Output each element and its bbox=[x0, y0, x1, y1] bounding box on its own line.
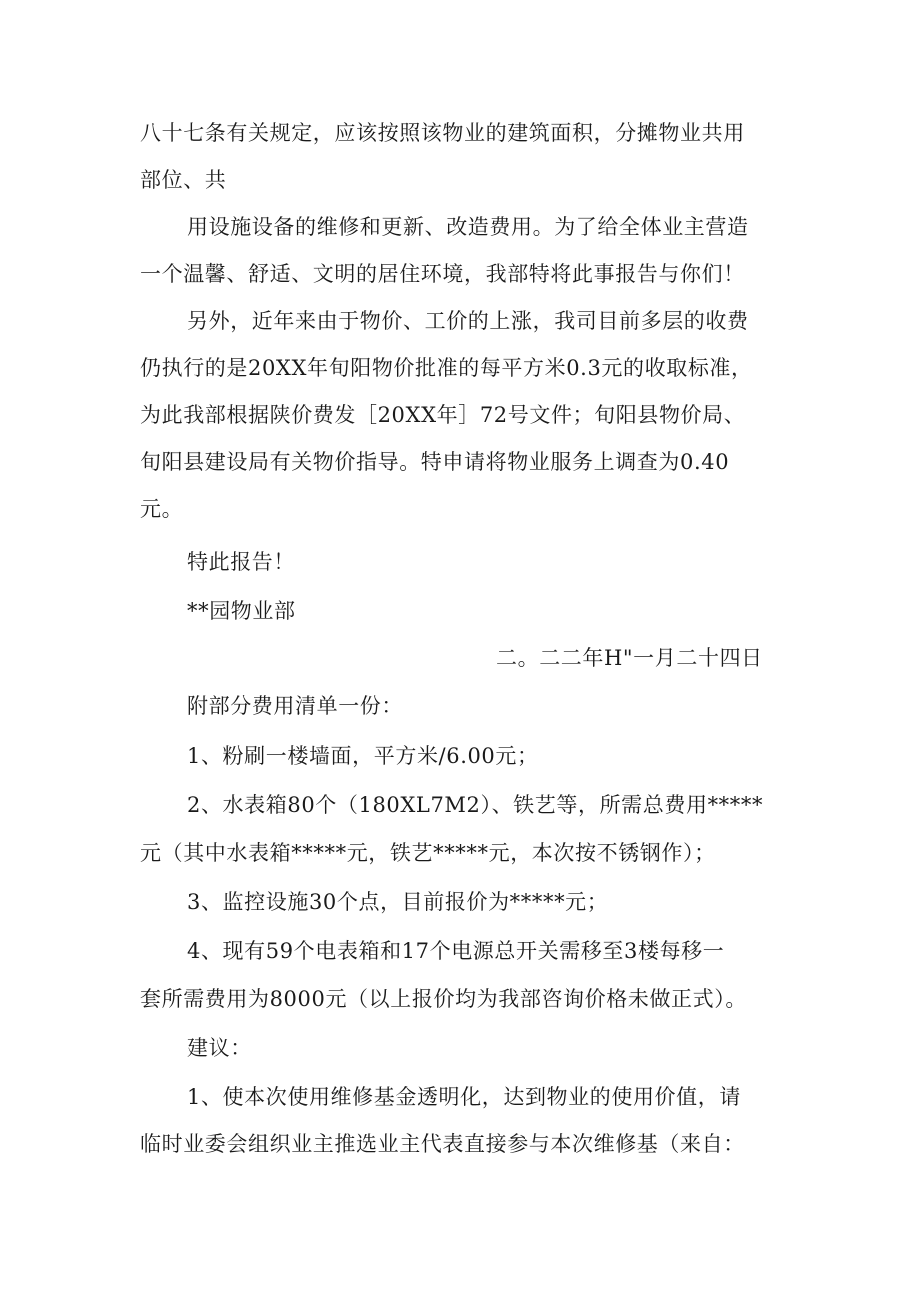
paragraph-line-3: 用设施设备的维修和更新、改造费用。为了给全体业主营造 bbox=[187, 215, 749, 239]
list-item-4-line-1: 4、现有59个电表箱和17个电源总开关需移至3楼每移一 bbox=[187, 939, 725, 963]
list-item-1: 1、粉刷一楼墙面，平方米/6.00元； bbox=[187, 744, 539, 768]
list-item-2-line-1: 2、水表箱80个（180XL7M2）、铁艺等，所需总费用***** bbox=[187, 793, 764, 817]
date-line: 二。二二年H"一月二十四日 bbox=[496, 646, 763, 670]
suggestion-item-1-line-1: 1、使本次使用维修基金透明化，达到物业的使用价值，请 bbox=[187, 1085, 741, 1109]
closing-line: 特此报告！ bbox=[187, 550, 295, 574]
list-item-2-line-2: 元（其中水表箱*****元，铁艺*****元，本次按不锈钢作）； bbox=[140, 841, 716, 865]
paragraph-line-1: 八十七条有关规定，应该按照该物业的建筑面积，分摊物业共用 bbox=[140, 121, 745, 145]
paragraph-line-7: 为此我部根据陕价费发［20XX年］72号文件；旬阳县物价局、 bbox=[140, 403, 746, 427]
list-item-4-line-2: 套所需费用为8000元（以上报价均为我部咨询价格未做正式）。 bbox=[140, 987, 747, 1011]
paragraph-line-8: 旬阳县建设局有关物价指导。特申请将物业服务上调查为0.40 bbox=[140, 450, 730, 474]
list-item-3: 3、监控设施30个点，目前报价为*****元； bbox=[187, 890, 609, 914]
paragraph-line-2: 部位、共 bbox=[140, 168, 227, 192]
attachment-heading: 附部分费用清单一份： bbox=[187, 694, 403, 718]
paragraph-line-4: 一个温馨、舒适、文明的居住环境，我部特将此事报告与你们！ bbox=[140, 262, 745, 286]
paragraph-line-5: 另外，近年来由于物价、工价的上涨，我司目前多层的收费 bbox=[187, 309, 749, 333]
suggestion-item-1-line-2: 临时业委会组织业主推选业主代表直接参与本次维修基（来自： bbox=[140, 1132, 745, 1156]
paragraph-line-6: 仍执行的是20XX年旬阳物价批准的每平方米0.3元的收取标准， bbox=[140, 356, 753, 380]
paragraph-line-9: 元。 bbox=[140, 497, 184, 521]
signature-line: **园物业部 bbox=[187, 599, 296, 623]
suggestion-heading: 建议： bbox=[187, 1036, 252, 1060]
